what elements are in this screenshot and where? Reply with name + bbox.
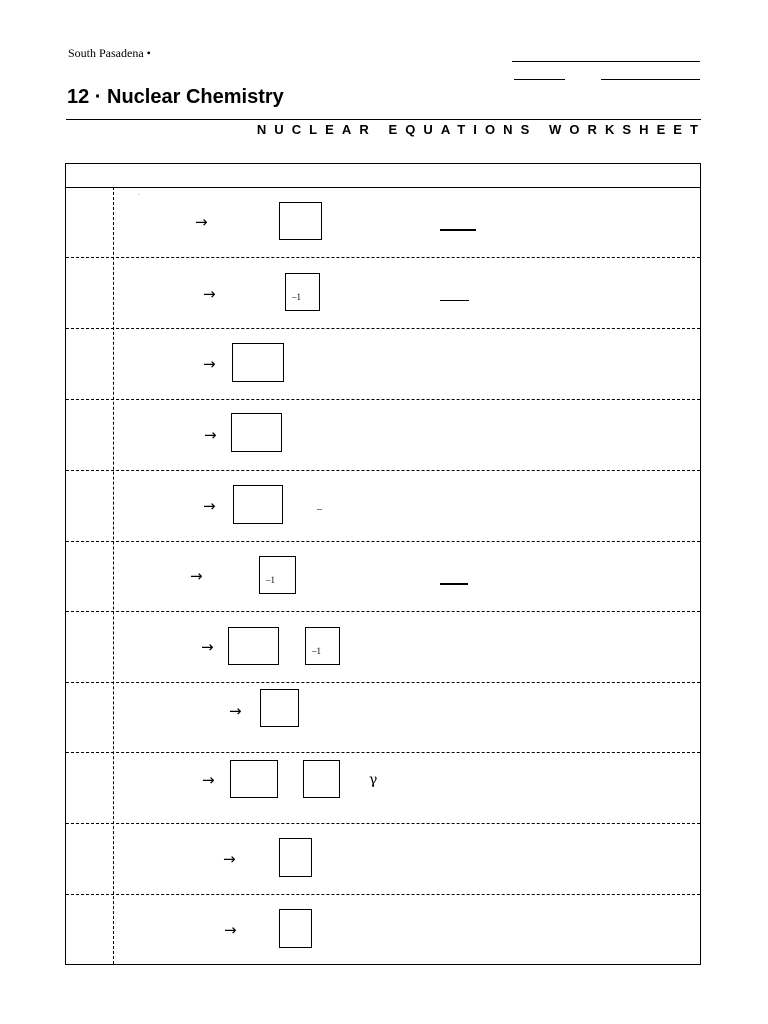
equation-row-1	[66, 188, 700, 258]
answer-box[interactable]	[279, 909, 312, 948]
answer-box-beta[interactable]	[305, 627, 340, 665]
reaction-arrow: →	[229, 702, 242, 720]
reaction-arrow: →	[201, 638, 214, 656]
answer-blank[interactable]	[440, 229, 476, 231]
reaction-arrow: →	[203, 355, 216, 373]
answer-box[interactable]	[230, 760, 278, 798]
equation-row-4	[66, 400, 700, 471]
worksheet-subtitle: NUCLEAR EQUATIONS WORKSHEET	[256, 122, 707, 137]
reaction-arrow: →	[190, 567, 203, 585]
answer-blank[interactable]	[440, 583, 468, 585]
date-blank[interactable]	[601, 79, 700, 80]
equation-row-6	[66, 542, 700, 612]
equation-row-2	[66, 258, 700, 329]
table-header-row	[66, 164, 700, 188]
name-blank[interactable]	[512, 61, 700, 62]
equation-row-10	[66, 824, 700, 895]
answer-box[interactable]	[231, 413, 282, 452]
worksheet-table	[65, 163, 701, 965]
answer-box[interactable]	[233, 485, 283, 524]
equation-row-11	[66, 895, 700, 964]
equation-row-9	[66, 753, 700, 824]
gamma-symbol: γ	[369, 772, 378, 788]
school-name: South Pasadena •	[68, 46, 151, 60]
title-rule	[66, 119, 701, 120]
minus-sign: –	[317, 504, 322, 515]
equation-row-3	[66, 329, 700, 400]
reaction-arrow: →	[202, 771, 215, 789]
reaction-arrow: →	[203, 497, 216, 515]
answer-box[interactable]	[260, 689, 299, 727]
period-blank[interactable]	[514, 79, 565, 80]
reaction-arrow: →	[203, 285, 216, 303]
reaction-arrow: →	[223, 850, 236, 868]
answer-box[interactable]	[228, 627, 279, 665]
answer-blank[interactable]	[440, 300, 469, 301]
equation-row-8	[66, 683, 700, 753]
equation-row-5	[66, 471, 700, 542]
equation-row-7	[66, 612, 700, 683]
beta-subscript: –1	[292, 292, 301, 302]
answer-box[interactable]	[279, 202, 322, 240]
reaction-arrow: →	[204, 426, 217, 444]
answer-box[interactable]	[279, 838, 312, 877]
answer-box[interactable]	[303, 760, 340, 798]
reaction-arrow: →	[195, 213, 208, 231]
answer-box-beta[interactable]	[285, 273, 320, 311]
beta-subscript: –1	[266, 575, 275, 585]
answer-box[interactable]	[232, 343, 284, 382]
beta-subscript: –1	[312, 646, 321, 656]
reaction-arrow: →	[224, 921, 237, 939]
page-title: 12 · Nuclear Chemistry	[67, 86, 284, 108]
stray-mark: ·	[138, 192, 140, 198]
answer-box-beta[interactable]	[259, 556, 296, 594]
